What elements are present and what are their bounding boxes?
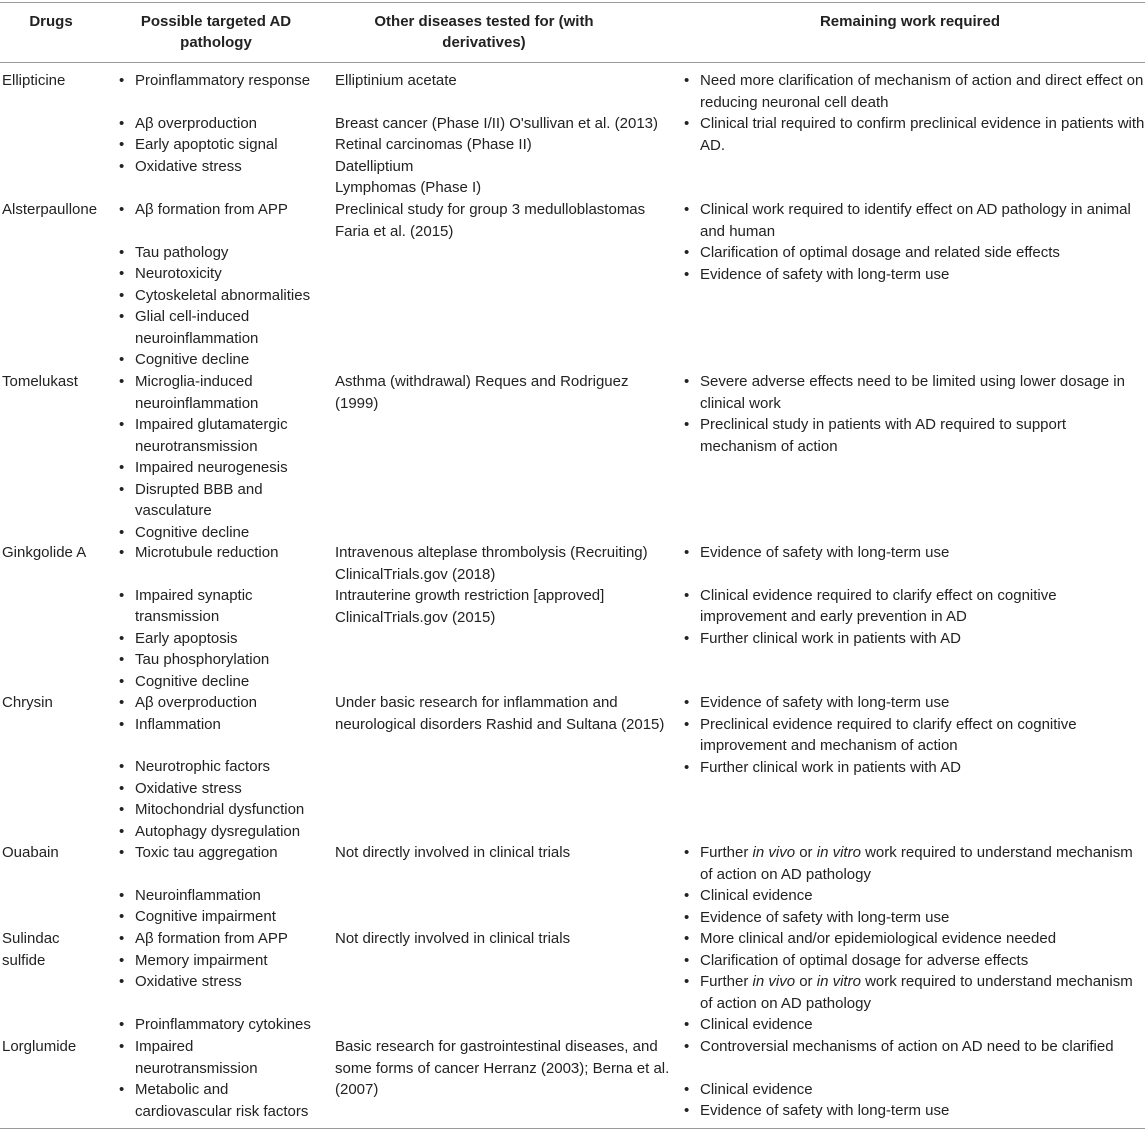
list-item: • Metabolic and cardiovascular risk factors	[118, 1079, 325, 1122]
list-item: • Aβ formation from APP	[118, 199, 328, 221]
list-item: • Controversial mechanisms of action on AD need to be clarified	[683, 1036, 1145, 1058]
list-item: • Evidence of safety with long-term use	[683, 542, 1145, 564]
diseases-cell	[335, 928, 670, 950]
drug-lorglumide: Lorglumide	[2, 1038, 77, 1055]
list-item: • Clinical evidence required to clarify effect on cognitive improvement and early prevention in AD	[683, 585, 1145, 628]
text-or: or	[795, 973, 817, 990]
list-item: • Clinical work required to identify effect on AD pathology in animal and human	[683, 199, 1145, 242]
text-rest: work required to understand mechanism of action on AD pathology	[700, 973, 1133, 1012]
diseases-cell	[335, 542, 655, 628]
diseases-cell	[335, 371, 645, 414]
list-item: • Clarification of optimal dosage for adverse effects	[683, 950, 1145, 972]
list-item: • Early apoptosis	[118, 628, 303, 650]
list-item	[683, 971, 1145, 1014]
list-item: • Proinflammatory cytokines	[118, 1014, 328, 1036]
remaining-list	[683, 692, 1113, 778]
text-in-vitro: in vitro	[816, 973, 861, 990]
list-item: • Neurotrophic factors	[118, 756, 328, 778]
disease-line: Not directly involved in clinical trials	[335, 930, 571, 947]
list-item: • Cytoskeletal abnormalities	[118, 285, 328, 307]
diseases-cell	[335, 199, 670, 242]
diseases-cell	[335, 842, 670, 864]
drug-ellipticine: Ellipticine	[2, 72, 66, 89]
list-item: • Evidence of safety with long-term use	[683, 1100, 1145, 1122]
list-item: • Glial cell-induced neuroinflammation	[118, 306, 270, 349]
header-diseases: Other diseases tested for (with derivatives)	[374, 13, 594, 51]
text-in-vivo: in vivo	[752, 973, 796, 990]
remaining-list	[683, 928, 1145, 1036]
pathology-list	[118, 692, 328, 842]
pathology-list	[118, 928, 328, 1035]
text-further: Further	[700, 844, 753, 861]
drug-ginkgolide-a: Ginkgolide A	[2, 544, 87, 561]
list-item: • Clinical evidence	[683, 1014, 1145, 1036]
list-item: • Cognitive decline	[118, 349, 328, 371]
diseases-cell	[335, 1036, 670, 1101]
list-item: • Toxic tau aggregation	[118, 842, 328, 864]
drug-tomelukast: Tomelukast	[2, 373, 78, 390]
list-item: • Tau phosphorylation	[118, 649, 303, 671]
disease-line: Lymphomas (Phase I)	[335, 179, 482, 196]
remaining-list	[683, 1036, 1145, 1122]
list-item: • Impaired neurogenesis	[118, 457, 303, 479]
list-item	[683, 842, 1145, 885]
drug-alsterpaullone: Alsterpaullone	[2, 201, 98, 218]
list-item: • Clarification of optimal dosage and related side effects	[683, 242, 1145, 264]
list-item: • Cognitive decline	[118, 671, 303, 693]
list-item: • Tau pathology	[118, 242, 328, 264]
drug-ouabain: Ouabain	[2, 844, 59, 861]
disease-line: Asthma (withdrawal) Reques and Rodriguez (1999)	[335, 373, 629, 412]
list-item: • Evidence of safety with long-term use	[683, 692, 1113, 714]
list-item: • Need more clarification of mechanism of action and direct effect on reducing neuronal cell death	[683, 70, 1145, 113]
text-in-vivo: in vivo	[752, 844, 796, 861]
list-item: • Impaired synaptic transmission	[118, 585, 265, 628]
disease-line: Not directly involved in clinical trials	[335, 844, 571, 861]
list-item: • Autophagy dysregulation	[118, 821, 328, 843]
list-item: • Cognitive impairment	[118, 906, 328, 928]
disease-line: Intrauterine growth restriction [approved] ClinicalTrials.gov (2015)	[335, 587, 605, 626]
list-item: • Inflammation	[118, 714, 328, 736]
list-item: • Microglia-induced neuroinflammation	[118, 371, 303, 414]
list-item: • Impaired neurotransmission	[118, 1036, 265, 1079]
list-item: • Mitochondrial dysfunction	[118, 799, 328, 821]
disease-line: Breast cancer (Phase I/II) O'sullivan et al. (2013)	[335, 114, 659, 132]
drug-sulindac-sulfide: Sulindac sulfide	[2, 930, 60, 969]
list-item: • Further clinical work in patients with AD	[683, 628, 1145, 650]
header-remaining: Remaining work required	[819, 13, 1001, 30]
list-item: • Evidence of safety with long-term use	[683, 264, 1145, 286]
list-item: • Proinflammatory response	[118, 70, 328, 92]
list-item: • Preclinical study in patients with AD required to support mechanism of action	[683, 414, 1145, 457]
bottom-rule	[0, 1128, 1145, 1129]
remaining-list	[683, 70, 1145, 156]
disease-line: Elliptinium acetate	[335, 72, 457, 89]
list-item: • Disrupted BBB and vasculature	[118, 479, 285, 522]
pathology-list	[118, 1036, 328, 1122]
disease-line: Under basic research for inflammation and neurological disorders Rashid and Sultana (2015)	[335, 694, 665, 733]
list-item: • Impaired glutamatergic neurotransmission	[118, 414, 303, 457]
list-item: • Evidence of safety with long-term use	[683, 907, 1145, 929]
pathology-list	[118, 371, 303, 543]
remaining-list	[683, 842, 1145, 928]
pathology-list	[118, 199, 328, 371]
list-item: • Severe adverse effects need to be limited using lower dosage in clinical work	[683, 371, 1145, 414]
diseases-cell	[335, 70, 670, 199]
text-rest: work required to understand mechanism of action on AD pathology	[700, 844, 1133, 883]
list-item: • Aβ formation from APP	[118, 928, 328, 950]
remaining-list	[683, 199, 1145, 285]
header-drugs: Drugs	[29, 13, 73, 30]
list-item: • Neurotoxicity	[118, 263, 328, 285]
list-item: • Clinical evidence	[683, 1079, 1145, 1101]
header-pathology: Possible targeted AD pathology	[140, 13, 292, 51]
list-item: • Oxidative stress	[118, 971, 328, 993]
disease-line: Basic research for gastrointestinal diseases, and some forms of cancer Herranz (2003); Berna et al. (2007)	[335, 1038, 670, 1098]
pathology-list	[118, 70, 328, 177]
disease-line: Intravenous alteplase thrombolysis (Recruiting) ClinicalTrials.gov (2018)	[335, 544, 648, 583]
header-rule	[0, 62, 1145, 63]
disease-line: Preclinical study for group 3 medulloblastomas Faria et al. (2015)	[335, 201, 646, 240]
list-item: • Clinical evidence	[683, 885, 1145, 907]
text-in-vitro: in vitro	[816, 844, 861, 861]
list-item: • Aβ overproduction	[118, 692, 328, 714]
text-further: Further	[700, 973, 753, 990]
list-item: • Early apoptotic signal	[118, 134, 328, 156]
list-item: • Further clinical work in patients with AD	[683, 757, 1113, 779]
remaining-list	[683, 542, 1145, 649]
remaining-list	[683, 371, 1145, 457]
list-item: • Memory impairment	[118, 950, 328, 972]
disease-line: Retinal carcinomas (Phase II)	[335, 136, 532, 153]
list-item: • Microtubule reduction	[118, 542, 303, 564]
list-item: • Neuroinflammation	[118, 885, 328, 907]
list-item: • Aβ overproduction	[118, 113, 328, 135]
list-item: • Oxidative stress	[118, 778, 328, 800]
drug-chrysin: Chrysin	[2, 694, 53, 711]
list-item: • Oxidative stress	[118, 156, 328, 178]
pathology-list	[118, 542, 303, 692]
pathology-list	[118, 842, 328, 928]
top-rule	[0, 2, 1145, 3]
text-or: or	[795, 844, 817, 861]
list-item: • Preclinical evidence required to clarify effect on cognitive improvement and mechanism of action	[683, 714, 1113, 757]
diseases-cell	[335, 692, 670, 735]
list-item: • More clinical and/or epidemiological evidence needed	[683, 928, 1145, 950]
list-item: • Cognitive decline	[118, 522, 303, 544]
list-item: • Clinical trial required to confirm preclinical evidence in patients with AD.	[683, 113, 1145, 156]
disease-line: Datelliptium	[335, 157, 414, 175]
